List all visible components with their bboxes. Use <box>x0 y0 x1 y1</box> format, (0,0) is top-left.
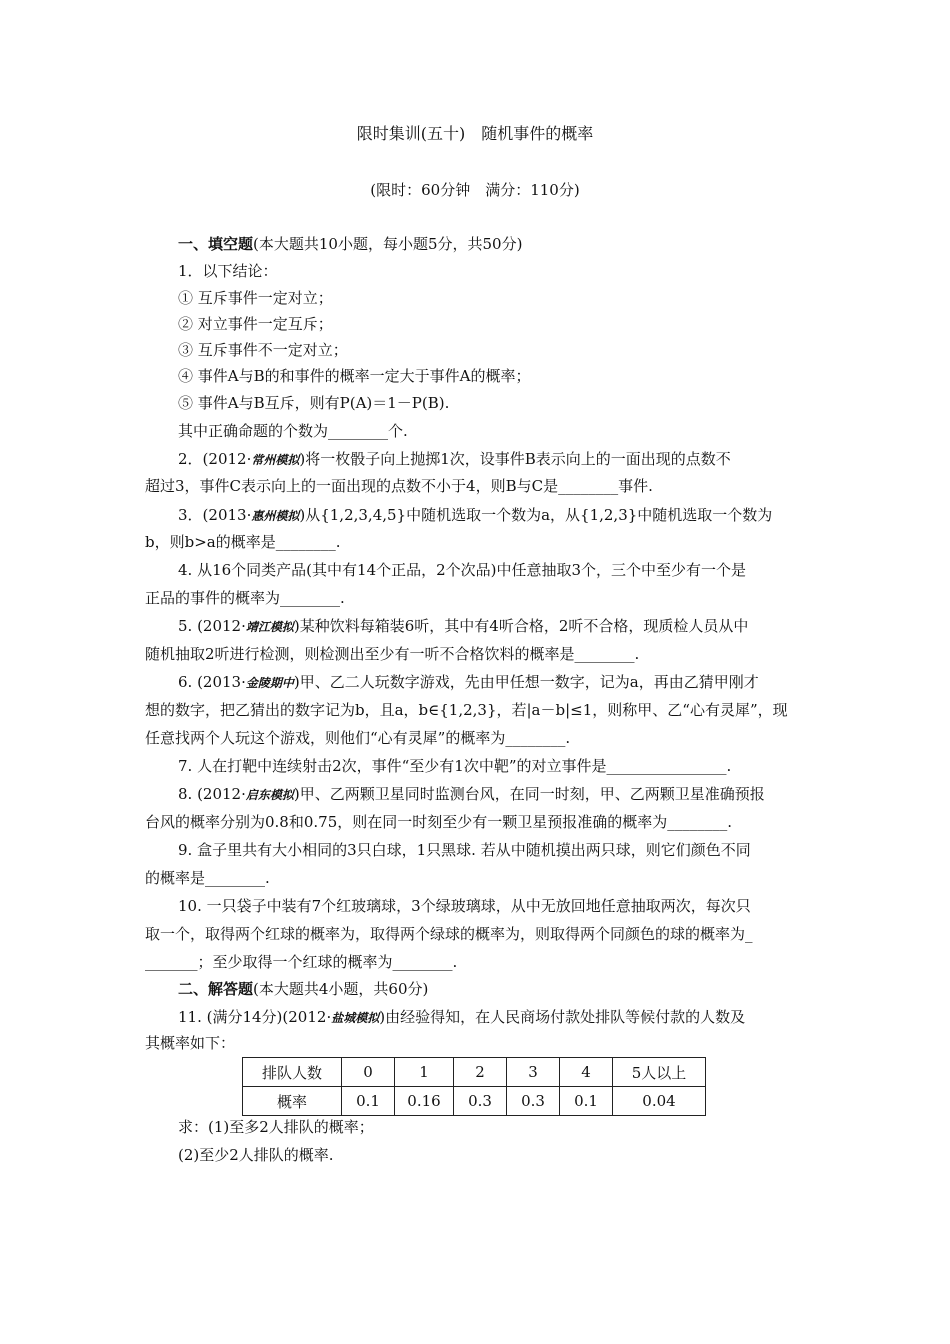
q5-tag: 靖江模拟 <box>245 620 294 634</box>
table-header-cell: 排队人数 <box>243 1058 342 1087</box>
page-title: 限时集训(五十) 随机事件的概率 <box>356 124 594 143</box>
q1-line: 1．以下结论： <box>178 262 278 280</box>
q8-source: 8. (2012· <box>178 785 246 803</box>
q1-line: 其中正确命题的个数为________个. <box>178 422 408 440</box>
q8-tag: 启东模拟 <box>245 788 294 802</box>
q8-line1 <box>178 781 806 808</box>
section2-header <box>178 976 806 1002</box>
table-row <box>243 1058 706 1087</box>
table-cell: 0.1 <box>342 1087 395 1116</box>
q11-text: )由经验得知，在人民商场付款处排队等候付款的人数及 <box>379 1008 746 1026</box>
table-header-cell: 5人以上 <box>613 1058 706 1087</box>
table-cell: 0.3 <box>507 1087 560 1116</box>
q5-source: 5. (2012· <box>178 617 246 635</box>
q11-line1 <box>178 1004 806 1031</box>
q2-line1 <box>178 446 806 473</box>
q1-line: ⑤ 事件A与B互斥，则有P(A)＝1－P(B). <box>178 394 450 412</box>
q2-text: )将一枚骰子向上抛掷1次，设事件B表示向上的一面出现的点数不 <box>299 450 731 468</box>
q1-line: ③ 互斥事件不一定对立； <box>178 341 348 359</box>
q9-line2: 的概率是________. <box>145 869 270 887</box>
q3-line2: b，则b>a的概率是________. <box>145 533 341 551</box>
table-header-cell: 0 <box>342 1058 395 1087</box>
q1-line: ① 互斥事件一定对立； <box>178 289 333 307</box>
q4-line1: 4. 从16个同类产品(其中有14个正品，2个次品)中任意抽取3个，三个中至少有一个是 <box>178 561 747 579</box>
page-subtitle: (限时：60分钟 满分：110分) <box>370 181 580 199</box>
section1-header <box>178 231 806 257</box>
table-cell: 0.3 <box>454 1087 507 1116</box>
table-cell: 0.04 <box>613 1087 706 1116</box>
q2-tag: 常州模拟 <box>251 453 300 467</box>
q11-line2: 其概率如下： <box>145 1034 236 1052</box>
q6-source: 6. (2013· <box>178 673 246 691</box>
q10-line2: 取一个，取得两个红球的概率为，取得两个绿球的概率为，则取得两个同颜色的球的概率为_ <box>145 925 753 943</box>
q6-text: )甲、乙二人玩数字游戏，先由甲任想一数字，记为a，再由乙猜甲刚才 <box>293 673 759 691</box>
section2-note: (本大题共4小题，共60分) <box>253 980 429 998</box>
section1-heading: 一、填空题 <box>178 235 254 253</box>
q1-line: ④ 事件A与B的和事件的概率一定大于事件A的概率； <box>178 367 531 385</box>
table-header-cell: 2 <box>454 1058 507 1087</box>
table-header-cell: 1 <box>395 1058 454 1087</box>
q3-source: 3．(2013· <box>178 506 252 524</box>
q6-line1 <box>178 669 806 696</box>
q11-tag: 盐城模拟 <box>331 1011 380 1025</box>
q3-line1 <box>178 502 806 529</box>
section1-note: (本大题共10小题，每小题5分，共50分) <box>253 235 523 253</box>
q2-line2: 超过3，事件C表示向上的一面出现的点数不小于4，则B与C是________事件. <box>145 477 653 495</box>
q4-line2: 正品的事件的概率为________. <box>145 589 345 607</box>
q5-line2: 随机抽取2听进行检测，则检测出至少有一听不合格饮料的概率是________. <box>145 645 640 663</box>
q5-text: )某种饮料每箱装6听，其中有4听合格，2听不合格，现质检人员从中 <box>293 617 749 635</box>
q3-tag: 惠州模拟 <box>251 509 300 523</box>
q1-line: ② 对立事件一定互斥； <box>178 315 333 333</box>
table-header-cell: 3 <box>507 1058 560 1087</box>
q6-line3: 任意找两个人玩这个游戏，则他们“心有灵犀”的概率为________. <box>145 729 571 747</box>
q11-ask2: (2)至少2人排队的概率. <box>178 1146 334 1164</box>
table-cell: 概率 <box>243 1087 342 1116</box>
q8-line2: 台风的概率分别为0.8和0.75，则在同一时刻至少有一颗卫星预报准确的概率为________. <box>145 813 733 831</box>
table-header-cell: 4 <box>560 1058 613 1087</box>
table-cell: 0.1 <box>560 1087 613 1116</box>
q2-source: 2．(2012· <box>178 450 252 468</box>
probability-table <box>242 1057 706 1116</box>
q9-line1: 9. 盒子里共有大小相同的3只白球，1只黑球. 若从中随机摸出两只球，则它们颜色不同 <box>178 841 751 859</box>
q11-ask1: 求：(1)至多2人排队的概率； <box>178 1118 374 1136</box>
q3-text: )从{1,2,3,4,5}中随机选取一个数为a，从{1,2,3}中随机选取一个数为 <box>299 506 773 524</box>
q5-line1 <box>178 613 806 640</box>
table-cell: 0.16 <box>395 1087 454 1116</box>
q10-line1: 10. 一只袋子中装有7个红玻璃球，3个绿玻璃球，从中无放回地任意抽取两次，每次只 <box>178 897 751 915</box>
section2-heading: 二、解答题 <box>178 980 254 998</box>
table-row <box>243 1087 706 1116</box>
q6-tag: 金陵期中 <box>245 676 294 690</box>
q6-line2: 想的数字，把乙猜出的数字记为b，且a，b∈{1,2,3}，若|a－b|≤1，则称甲、乙“心有灵犀”，现 <box>145 701 788 719</box>
q10-line3: _______；至少取得一个红球的概率为________. <box>145 953 458 971</box>
q8-text: )甲、乙两颗卫星同时监测台风，在同一时刻，甲、乙两颗卫星准确预报 <box>293 785 765 803</box>
q7-line1: 7. 人在打靶中连续射击2次，事件“至少有1次中靶”的对立事件是________________. <box>178 757 732 775</box>
q11-source: 11. (满分14分)(2012· <box>178 1008 332 1026</box>
